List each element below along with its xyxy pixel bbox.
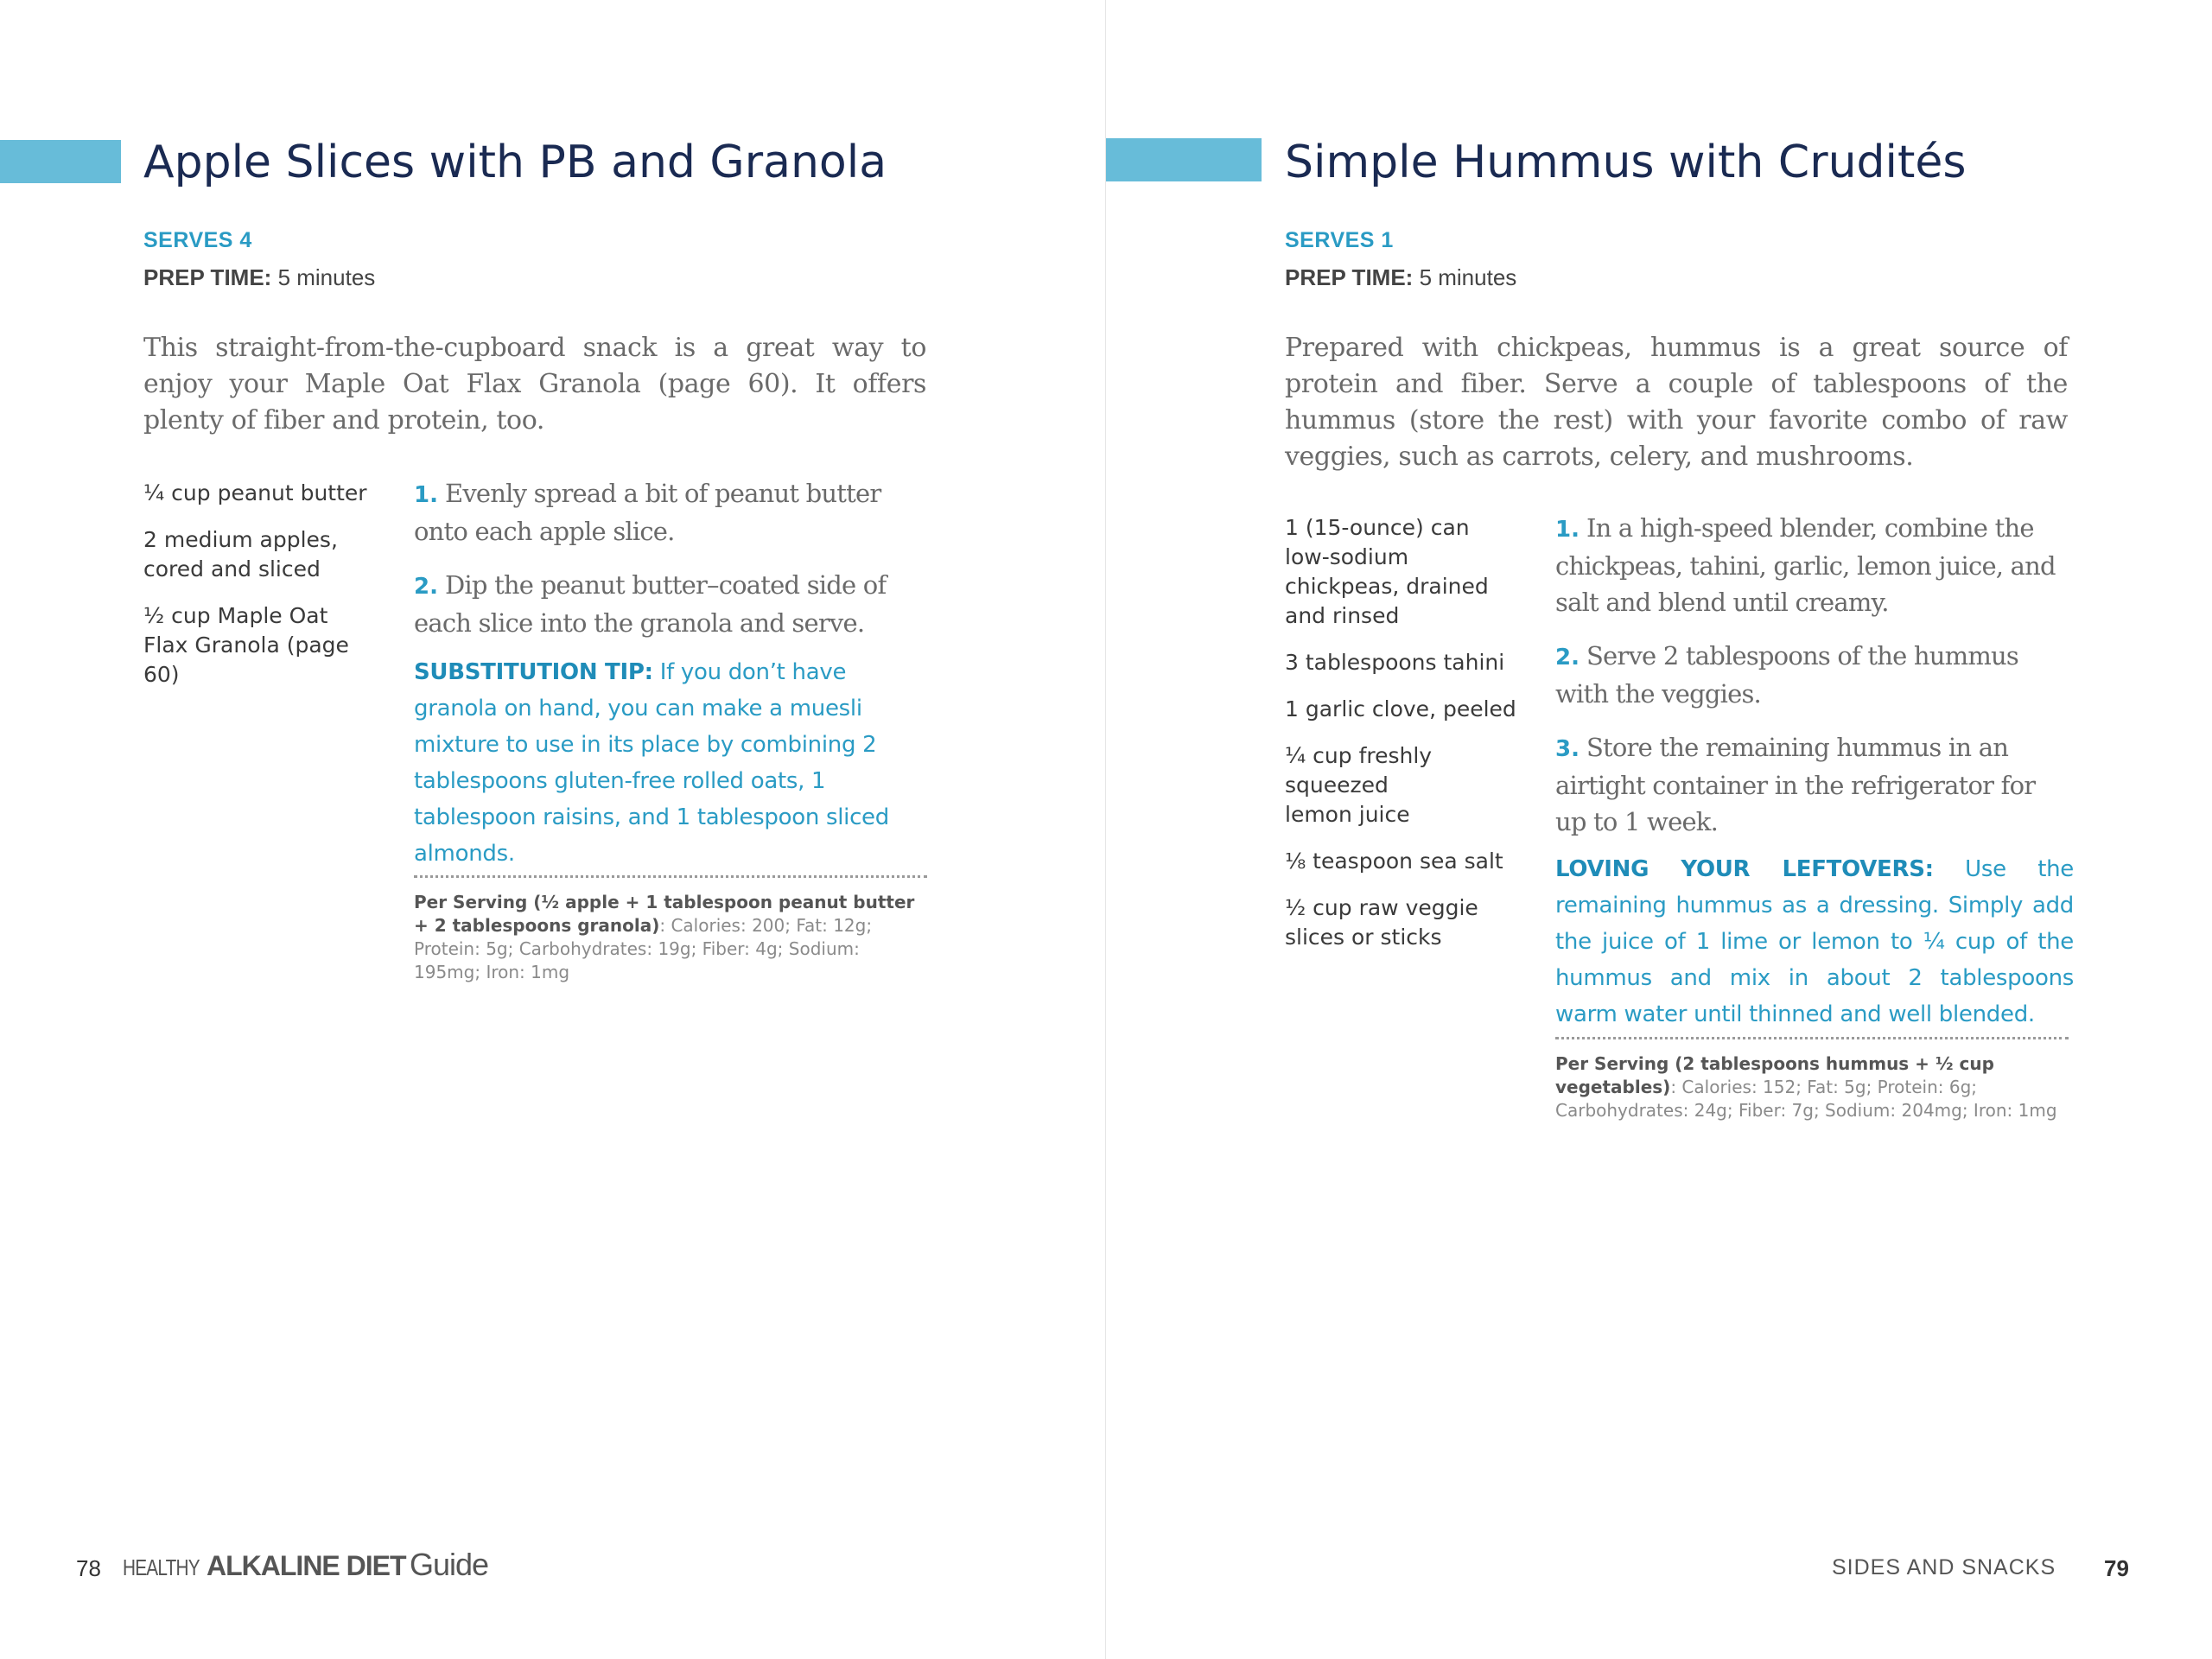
ingredient-item: 2 medium apples, cored and sliced (143, 527, 338, 582)
tip-label: SUBSTITUTION TIP: (414, 659, 653, 685)
title-accent-bar (1106, 138, 1262, 181)
step-text: Serve 2 tablespoons of the hummus with the veggies. (1555, 641, 2019, 709)
step-number: 2. (1555, 645, 1580, 671)
prep-time-label: PREP TIME: (1285, 264, 1414, 290)
dotted-divider (1555, 1037, 2069, 1039)
step-text: Store the remaining hummus in an airtight container in the refrigerator for up to 1 week. (1555, 733, 2036, 836)
prep-time (1285, 264, 1516, 291)
step-list (1555, 510, 2056, 857)
ingredient-item: ¼ cup freshly squeezed lemon juice (1285, 743, 1433, 827)
nutrition-label: Per Serving (2 tablespoons hummus + ½ cup vegetables) (1555, 1053, 1994, 1097)
book-title (123, 1547, 488, 1583)
ingredient-list (1285, 513, 1527, 969)
step-number: 1. (414, 482, 438, 508)
step-number: 1. (1555, 517, 1580, 543)
recipe-intro: Prepared with chickpeas, hummus is a great source of protein and fiber. Serve a couple of tablespoons of the hummus (store the rest) with your favorite combo of raw veggies, such as carrots, celery, and mushrooms. (1285, 333, 2068, 472)
section-name: SIDES AND SNACKS (1832, 1555, 2056, 1580)
tip-text: If you don’t have granola on hand, you can make a muesli mixture to use in its place by combining 2 tablespoons gluten-free rolled oats, 1 tablespoon raisins, and 1 tablespoon sliced almonds. (414, 659, 889, 867)
nutrition-values: : Calories: 152; Fat: 5g; Protein: 6g; Carbohydrates: 24g; Fiber: 7g; Sodium: 204mg; Iron: 1mg (1555, 1077, 2057, 1121)
step-list (414, 475, 927, 658)
book-title-healthy: HEALTHY (123, 1554, 200, 1580)
step-number: 2. (414, 574, 438, 600)
step-item (414, 475, 927, 550)
step-number: 3. (1555, 736, 1580, 762)
recipe-title: Apple Slices with PB and Granola (143, 137, 887, 188)
step-text: In a high-speed blender, combine the chickpeas, tahini, garlic, lemon juice, and salt and blend until creamy. (1555, 513, 2056, 617)
ingredient-item: 1 garlic clove, peeled (1285, 696, 1516, 721)
prep-time-value: 5 minutes (277, 264, 376, 290)
ingredient-item: ⅛ teaspoon sea salt (1285, 849, 1503, 874)
right-page (1106, 0, 2212, 1659)
step-item (414, 567, 927, 641)
ingredient-item: 1 (15-ounce) can low-sodium chickpeas, drained and rinsed (1285, 515, 1489, 628)
nutrition-info (414, 891, 927, 984)
step-item (1555, 510, 2056, 620)
book-title-alkaline: ALKALINE DIET (207, 1550, 406, 1581)
step-text: Dip the peanut butter–coated side of each slice into the granola and serve. (414, 570, 887, 638)
nutrition-label: Per Serving (½ apple + 1 tablespoon peanut butter + 2 tablespoons granola) (414, 892, 915, 936)
ingredient-list (143, 479, 394, 707)
tip-label: LOVING YOUR LEFTOVERS: (1555, 856, 1934, 882)
substitution-tip (414, 654, 898, 872)
step-item (1555, 638, 2056, 712)
ingredient-item: ¼ cup peanut butter (143, 480, 367, 505)
step-item (1555, 729, 2056, 840)
page-number: 78 (76, 1555, 101, 1581)
recipe-intro: This straight-from-the-cupboard snack is a great way to enjoy your Maple Oat Flax Granola (page 60). It offers plenty of fiber and protein, too. (143, 333, 926, 435)
recipe-title: Simple Hummus with Crudités (1285, 137, 1967, 188)
serves-label: SERVES 1 (1285, 228, 1394, 252)
ingredient-item: ½ cup Maple Oat Flax Granola (page 60) (143, 603, 349, 687)
title-accent-bar (0, 140, 121, 183)
ingredient-item: 3 tablespoons tahini (1285, 650, 1505, 675)
step-text: Evenly spread a bit of peanut butter onto each apple slice. (414, 479, 881, 546)
tip-text: Use the remaining hummus as a dressing. Simply add the juice of 1 lime or lemon to ¼ cup of the hummus and mix in about 2 tablespoons warm water until thinned and well blended. (1555, 856, 2075, 1027)
nutrition-info (1555, 1052, 2069, 1122)
prep-time (143, 264, 375, 291)
dotted-divider (414, 875, 927, 878)
prep-time-value: 5 minutes (1419, 264, 1517, 290)
prep-time-label: PREP TIME: (143, 264, 272, 290)
book-title-guide: Guide (410, 1547, 489, 1582)
serves-label: SERVES 4 (143, 228, 252, 252)
leftovers-tip (1555, 851, 2074, 1033)
nutrition-values: : Calories: 200; Fat: 12g; Protein: 5g; Carbohydrates: 19g; Fiber: 4g; Sodium: 195mg; Iron: 1mg (414, 915, 873, 982)
page-number: 79 (2104, 1555, 2129, 1581)
ingredient-item: ½ cup raw veggie slices or sticks (1285, 895, 1478, 950)
